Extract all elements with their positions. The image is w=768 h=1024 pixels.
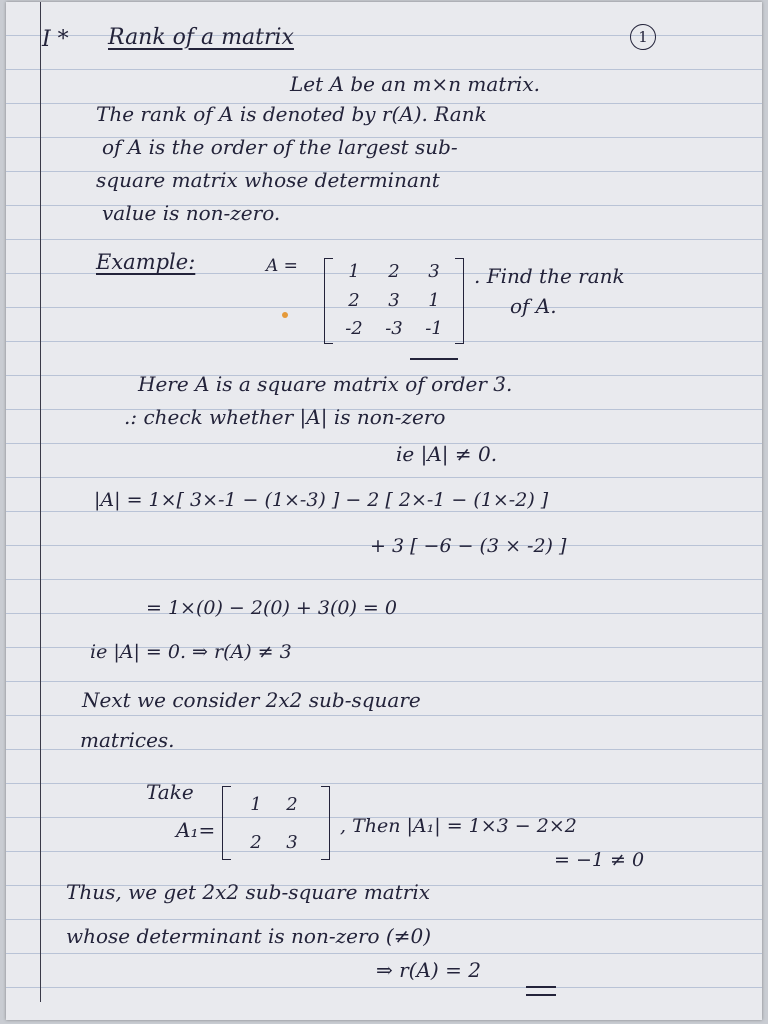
page-number: 1: [630, 24, 656, 50]
example-label: Example:: [96, 250, 196, 274]
determinant-line: = 1×(0) − 2(0) + 3(0) = 0: [146, 597, 397, 619]
matrix-cell: 1: [348, 261, 360, 282]
matrix-cell: 1: [250, 794, 262, 815]
ink-dot: [282, 312, 288, 318]
margin-line: [40, 2, 41, 1002]
matrix-right-bracket: [455, 258, 464, 344]
conclusion-line: Thus, we get 2x2 sub-square matrix: [66, 880, 431, 904]
answer-underline: [526, 986, 556, 988]
matrix-cell: -1: [425, 318, 443, 339]
matrix-left-bracket: [222, 786, 231, 860]
final-answer: ⇒ r(A) = 2: [376, 958, 481, 982]
example-task: . Find the rank: [474, 264, 625, 288]
matrix-cell: 2: [388, 261, 400, 282]
matrix-left-bracket: [324, 258, 333, 344]
matrix-cell: 3: [388, 290, 400, 311]
sub-determinant: , Then |A₁| = 1×3 − 2×2: [340, 815, 577, 837]
section-marker: I *: [42, 27, 69, 52]
matrix-right-bracket: [321, 786, 330, 860]
matrix-cell: 3: [286, 832, 298, 853]
matrix-a: [324, 258, 464, 344]
definition-line: The rank of A is denoted by r(A). Rank: [96, 102, 487, 126]
definition-line: Let A be an m×n matrix.: [290, 72, 540, 96]
notebook-page: [6, 2, 762, 1020]
sub-matrix-a1: [222, 786, 330, 860]
solution-line: matrices.: [80, 728, 175, 752]
solution-line: ie |A| ≠ 0.: [396, 442, 498, 466]
sub-determinant-result: = −1 ≠ 0: [554, 849, 645, 871]
take-label: Take: [146, 780, 194, 804]
definition-line: of A is the order of the largest sub-: [102, 135, 458, 159]
definition-line: square matrix whose determinant: [96, 168, 440, 192]
matrix-cell: 1: [428, 290, 440, 311]
sub-matrix-name: A₁=: [176, 818, 216, 842]
matrix-cell: 2: [348, 290, 360, 311]
solution-line: .: check whether |A| is non-zero: [124, 405, 446, 429]
matrix-cell: -3: [385, 318, 403, 339]
answer-underline: [526, 994, 556, 996]
conclusion-line: whose determinant is non-zero (≠0): [66, 924, 432, 948]
determinant-line: |A| = 1×[ 3×-1 − (1×-3) ] − 2 [ 2×-1 − (1×-2) ]: [94, 489, 549, 511]
determinant-line: ie |A| = 0. ⇒ r(A) ≠ 3: [90, 641, 292, 663]
matrix-cell: 2: [250, 832, 262, 853]
underline-mark: [410, 358, 458, 360]
definition-line: value is non-zero.: [102, 201, 281, 225]
matrix-cell: 3: [428, 261, 440, 282]
solution-line: Here A is a square matrix of order 3.: [138, 372, 513, 396]
page-title: Rank of a matrix: [108, 25, 294, 50]
matrix-cell: 2: [286, 794, 298, 815]
matrix-cell: -2: [345, 318, 363, 339]
determinant-line: + 3 [ −6 − (3 × -2) ]: [370, 535, 567, 557]
example-task: of A.: [510, 294, 557, 318]
matrix-name: A =: [266, 256, 298, 276]
solution-line: Next we consider 2x2 sub-square: [82, 688, 421, 712]
